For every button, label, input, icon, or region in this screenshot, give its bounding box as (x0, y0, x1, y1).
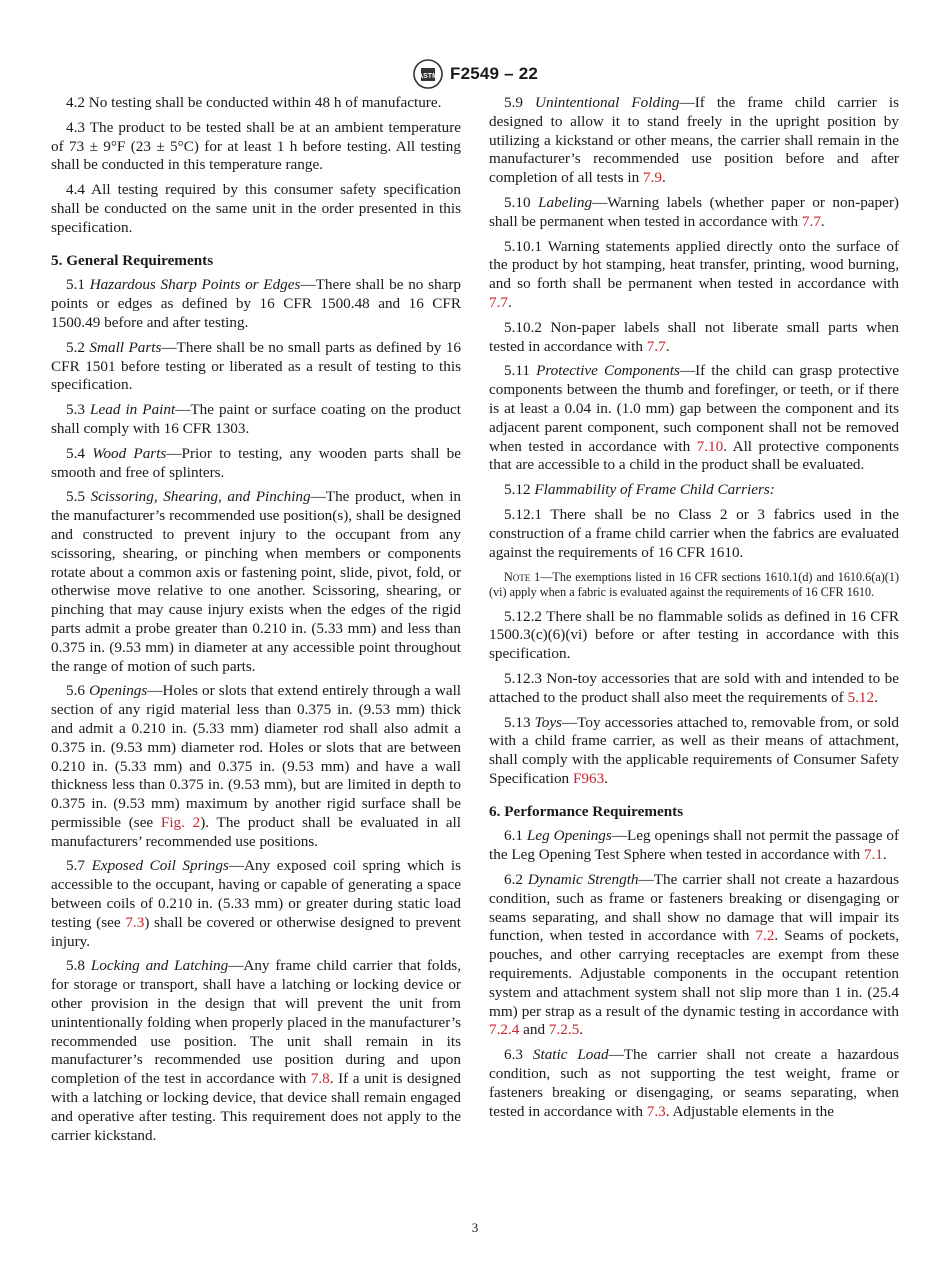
link-7-9[interactable]: 7.9 (642, 169, 662, 187)
link-7-3[interactable]: 7.3 (646, 1102, 666, 1120)
link-7-7[interactable]: 7.7 (801, 212, 821, 230)
right-column (489, 94, 899, 1127)
para-4-4: 4.4 All testing required by this consumer safety specification shall be conducted on the same unit in the order presented in this specification. (51, 181, 461, 236)
link-7-8[interactable]: 7.8 (310, 1070, 330, 1088)
para-6-2: 6.2 Dynamic Strength—The carrier shall not create a hazardous condition, such as frame or fasteners breaking or disengaging or seams separating, and shall show no damage that will impair its function, when tested in accordance with 7.2. Seams of pockets, pouches, and other carrying receptacles are exempt from these requirements. Adjustable components in the occupant retention system and attachment system shall not slip more than 1 in. (25.4 mm) per strap as a result of the dynamic testing in accordance with 7.2.4 and 7.2.5. (489, 871, 899, 1039)
para-5-1: 5.1 Hazardous Sharp Points or Edges—There shall be no sharp points or edges as defined by 16 CFR 1500.48 and 16 CFR 1500.49 before and after testing. (51, 276, 462, 331)
para-5-10-1: 5.10.1 Warning statements applied directly onto the surface of the product by hot stamping, heat transfer, printing, wood burning, and so forth shall be permanent when tested in accordance with 7.7. (489, 237, 899, 311)
para-5-12: 5.12 Flammability of Frame Child Carriers: (504, 481, 775, 499)
left-column (51, 94, 461, 1151)
link-7-2[interactable]: 7.2 (755, 927, 775, 945)
link-f963[interactable]: F963 (572, 769, 605, 787)
para-5-11: 5.11 Protective Components—If the child can grasp protective components between the thumb and forefinger, or teeth, or if there is at least a 0.04 in. (1.0 mm) gap between the component and its adjacent parent component, such component shall not be removed when tested in accordance with 7.10. All protective components that are accessible to a child in the product shall be evaluated. (489, 362, 900, 474)
link-7-7[interactable]: 7.7 (646, 337, 666, 355)
para-5-10-2: 5.10.2 Non-paper labels shall not liberate small parts when tested in accordance with 7.7. (489, 318, 899, 355)
para-5-8: 5.8 Locking and Latching—Any frame child carrier that folds, for storage or transport, shall have a latching or locking device or other provision in the design that will prevent the unit from unintentionally folding when properly placed in the manufacturer’s recommended use position. The unit shall remain in its manufacturer’s recommended use position during and upon completion of the test in accordance with 7.8. If a unit is designed with a latching or locking device, that device shall remain engaged and operative after testing. This requirement does not apply to the carrier kickstand. (51, 957, 461, 1144)
para-5-9: 5.9 Unintentional Folding—If the frame child carrier is designed to allow it to stand freely in the upright position by utilizing a kickstand or other means, the carrier shall remain in the manufacturer’s recommended use position before and after completion of all tests in 7.9. (489, 94, 899, 187)
link-7-2-4[interactable]: 7.2.4 (489, 1021, 520, 1039)
section-6-heading: 6. Performance Requirements (489, 802, 684, 820)
link-7-10[interactable]: 7.10 (696, 437, 724, 455)
para-5-4: 5.4 Wood Parts—Prior to testing, any wooden parts shall be smooth and free of splinters. (51, 444, 461, 481)
link-5-12[interactable]: 5.12 (847, 688, 875, 706)
para-5-3: 5.3 Lead in Paint—The paint or surface coating on the product shall comply with 16 CFR 1303. (51, 401, 462, 437)
para-6-1: 6.1 Leg Openings—Leg openings shall not permit the passage of the Leg Opening Test Sphere when tested in accordance with 7.1. (489, 827, 900, 864)
para-5-13: 5.13 Toys—Toy accessories attached to, removable from, or sold with a child frame carrier, as well as their means of attachment, shall comply with the applicable requirements of Consumer Safety Specification F963. (489, 713, 900, 787)
para-5-6: 5.6 Openings—Holes or slots that extend entirely through a wall section of any rigid material less than 0.375 in. (9.53 mm) thick and admit a 0.210 in. (5.33 mm) diameter rod shall also admit a 0.375 in. (9.53 mm) diameter rod. Holes or slots that are between 0.210 in. (5.33 mm) and 0.375 in. (9.53 mm) and have a wall thickness less than 0.375 in. (9.53 mm), but are limited in depth to 0.375 in. (9.53 mm) maximum by another rigid surface shall be permissible (see Fig. 2). The product shall be evaluated in all manufacturers’ recommended use positions. (51, 682, 462, 850)
para-5-12-2: 5.12.2 There shall be no flammable solids as defined in 16 CFR 1500.3(c)(6)(vi) before or after testing in accordance with this specification. (489, 607, 899, 663)
para-5-2: 5.2 Small Parts—There shall be no small parts as defined by 16 CFR 1501 before testing or liberated as a result of testing to this specification. (51, 338, 462, 394)
page-number: 3 (471, 1220, 479, 1235)
para-5-12-1: 5.12.1 There shall be no Class 2 or 3 fabrics used in the construction of a frame child carrier when the fabrics are evaluated against the requirements of 16 CFR 1610. (489, 505, 899, 561)
svg-text:ASTM: ASTM (418, 73, 438, 80)
para-6-3: 6.3 Static Load—The carrier shall not create a hazardous condition, such as not supporting the test weight, frame or fasteners breaking or disengaging, or seams separating, when tested in accordance with 7.3. Adjustable elements in the (489, 1046, 899, 1120)
link-7-7[interactable]: 7.7 (489, 293, 508, 311)
para-5-5: 5.5 Scissoring, Shearing, and Pinching—The product, when in the manufacturer’s recommended use position(s), shall be designed and constructed to prevent injury to the occupant from any scissoring, shearing, or pinching when members or components rotate about a common axis or fastening point, slide, pivot, fold, or otherwise move relative to one another. Scissoring, shearing, or pinching that may cause injury exists when the edges of the rigid parts admit a probe greater than 0.210 in. (5.33 mm) and less than 0.375 in. (9.53 mm) in diameter at any accessible point throughout the range of motion of such parts. (51, 488, 462, 675)
link-7-3[interactable]: 7.3 (125, 913, 145, 931)
astm-logo-icon (412, 58, 444, 90)
link-7-1[interactable]: 7.1 (863, 846, 883, 864)
page-header (0, 58, 950, 82)
para-5-10: 5.10 Labeling—Warning labels (whether paper or non-paper) shall be permanent when tested in accordance with 7.7. (489, 193, 899, 230)
note-1: Note 1—The exemptions listed in 16 CFR sections 1610.1(d) and 1610.6(a)(1)(vi) apply when a fabric is evaluated against the requirements of 16 CFR 1610. (489, 570, 900, 599)
standard-designation: F2549 – 22 (449, 64, 538, 83)
para-5-12-3: 5.12.3 Non-toy accessories that are sold with and intended to be attached to the product shall also meet the requirements of 5.12. (489, 669, 899, 706)
link-7-2-5[interactable]: 7.2.5 (548, 1021, 580, 1039)
link-fig-2[interactable]: Fig. 2 (160, 813, 201, 831)
para-4-3: 4.3 The product to be tested shall be at an ambient temperature of 73 ± 9°F (23 ± 5°C) for at least 1 h before testing. All testing shall be conducted in this temperature range. (51, 118, 461, 174)
section-5-heading: 5. General Requirements (51, 251, 214, 269)
para-4-2: 4.2 No testing shall be conducted within 48 h of manufacture. (66, 94, 442, 111)
para-5-7: 5.7 Exposed Coil Springs—Any exposed coil spring which is accessible to the occupant, having or capable of generating a space between coils of 0.210 in. (5.33 mm) or greater during static load testing (see 7.3) shall be covered or otherwise designed to prevent injury. (51, 857, 461, 950)
